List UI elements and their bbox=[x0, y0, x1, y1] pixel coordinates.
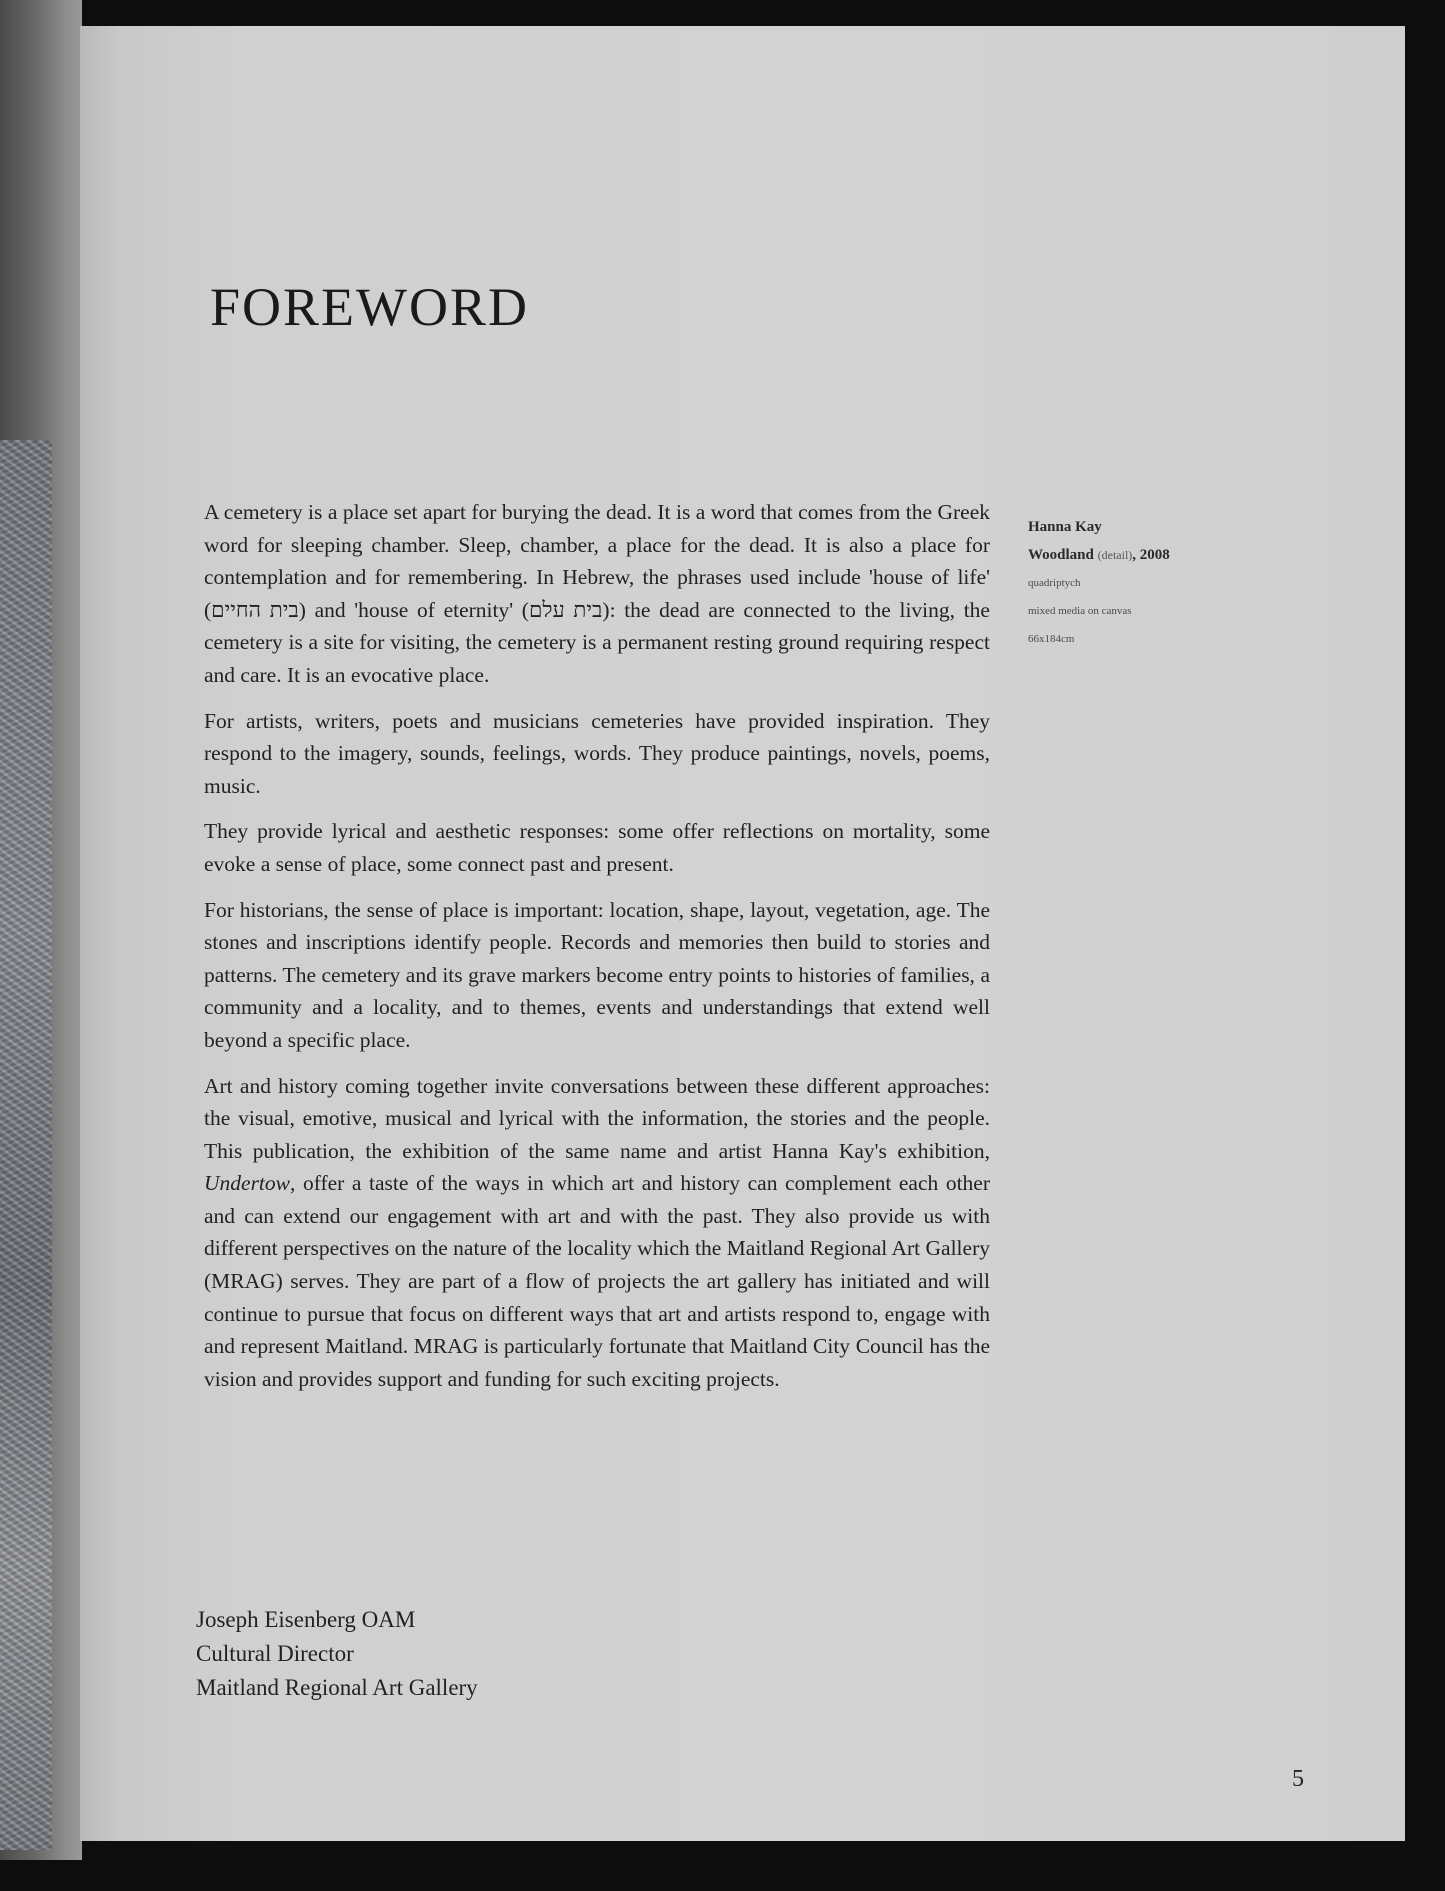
paragraph-5-before: Art and history coming together invite conversations between these different approaches: the visual, emotive, musical and lyrical with the information, the stories and the people. This publication, the exhibition of the same name and artist Hanna Kay's exhibition, bbox=[204, 1073, 990, 1163]
paragraph-5-after: , offer a taste of the ways in which art and history can complement each other and can extend our engagement with art and with the past. They also provide us with different perspectives on the nature of the locality which the Maitland Regional Art Gallery (MRAG) serves. They are part of a flow of projects the art gallery has initiated and will continue to pursue that focus on different ways that art and artists respond to, engage with and represent Maitland. MRAG is particularly fortunate that Maitland City Council has the vision and provides support and funding for such exciting projects. bbox=[204, 1171, 990, 1391]
paragraph-1: A cemetery is a place set apart for burying the dead. It is a word that comes from the Greek word for sleeping chamber. Sleep, chamber, a place for the dead. It is also a place for contemplation and for remembering. In Hebrew, the phrases used include 'house of life' (בית החיים) and 'house of eternity' (בית עלם): the dead are connected to the living, the cemetery is a site for visiting, the cemetery is a permanent resting ground requiring respect and care. It is an evocative place. bbox=[204, 500, 990, 687]
paragraph-3: They provide lyrical and aesthetic responses: some offer reflections on mortality, some evoke a sense of place, some connect past and present. bbox=[204, 819, 990, 876]
foreword-body bbox=[204, 496, 990, 1408]
exhibition-title: Undertow bbox=[204, 1171, 290, 1196]
previous-page-artwork-edge bbox=[0, 440, 52, 1850]
book-page bbox=[80, 26, 1405, 1841]
page-number: 5 bbox=[1292, 1766, 1304, 1792]
caption-year: 2008 bbox=[1139, 547, 1170, 563]
caption-artist: Hanna Kay bbox=[1028, 519, 1102, 535]
caption-dimensions: 66x184cm bbox=[1028, 633, 1075, 645]
caption-work-title: Woodland bbox=[1028, 547, 1094, 563]
signature-name: Joseph Eisenberg OAM bbox=[196, 1607, 416, 1632]
caption-detail: (detail) bbox=[1097, 548, 1133, 562]
caption-medium: mixed media on canvas bbox=[1028, 605, 1132, 617]
page-title: FOREWORD bbox=[210, 277, 530, 337]
paragraph-4: For historians, the sense of place is important: location, shape, layout, vegetation, age. The stones and inscriptions identify people. Records and memories then build to stories and patterns. The cemetery and its grave markers become entry points to histories of families, a community and a locality, and to themes, events and understandings that extend well beyond a specific place. bbox=[204, 897, 990, 1052]
signature-block bbox=[196, 1603, 478, 1705]
caption-title-line: Woodland (detail), 2008 bbox=[1028, 547, 1170, 563]
signature-role: Cultural Director bbox=[196, 1641, 354, 1666]
paragraph-2: For artists, writers, poets and musicians cemeteries have provided inspiration. They respond to the imagery, sounds, feelings, words. They produce paintings, novels, poems, music. bbox=[204, 708, 990, 798]
book-spine bbox=[0, 0, 82, 1860]
artwork-caption bbox=[1028, 513, 1228, 653]
paragraph-5 bbox=[204, 1070, 990, 1396]
caption-format: quadriptych bbox=[1028, 577, 1081, 589]
signature-organization: Maitland Regional Art Gallery bbox=[196, 1675, 478, 1700]
